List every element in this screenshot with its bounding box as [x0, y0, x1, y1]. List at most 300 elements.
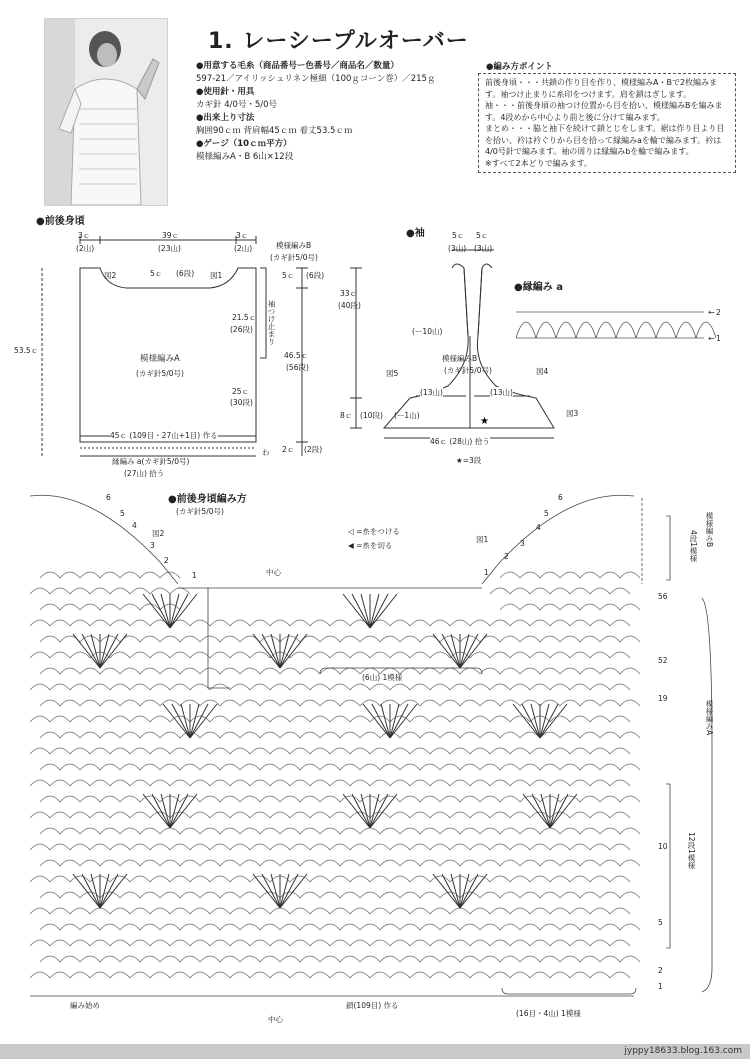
- right-mid-rows: (56段): [286, 363, 309, 372]
- row-right-2: 2: [504, 552, 509, 561]
- chain-arc: [410, 652, 430, 658]
- chain-arc: [410, 876, 430, 882]
- row-left-5: 5: [120, 509, 125, 518]
- chain-arc: [410, 844, 430, 850]
- chain-arc: [200, 956, 220, 962]
- chain-arc: [160, 700, 180, 706]
- fan-stitch: [152, 794, 170, 828]
- fan-stitch: [522, 704, 540, 738]
- chain-arc: [160, 668, 180, 674]
- chain-arc: [320, 956, 340, 962]
- chain-arc: [60, 700, 80, 706]
- chain-arc: [520, 860, 540, 866]
- chain-arc: [450, 972, 470, 978]
- chain-arc: [40, 668, 60, 674]
- chain-arc: [490, 940, 510, 946]
- chain-arc: [200, 860, 220, 866]
- chain-arc: [80, 732, 100, 738]
- chain-arc: [600, 700, 620, 706]
- chain-arc: [220, 636, 240, 642]
- chain-arc: [360, 764, 380, 770]
- chain-arc: [290, 940, 310, 946]
- fan-stitch: [550, 794, 568, 828]
- chain-arc: [300, 668, 320, 674]
- tools-heading: ●使用針・用具: [196, 87, 255, 97]
- chain-arc: [460, 668, 480, 674]
- fan-stitch: [280, 874, 298, 908]
- chain-arc: [600, 636, 620, 642]
- chain-arc: [440, 860, 460, 866]
- sleeve-top-b-n: (3山): [474, 244, 493, 253]
- chain-arc: [190, 940, 210, 946]
- chain-arc: [70, 972, 90, 978]
- fan-stitch: [170, 794, 188, 828]
- chain-arc: [130, 972, 150, 978]
- chain-arc: [560, 860, 580, 866]
- chain-arc: [90, 588, 110, 594]
- chain-arc: [110, 844, 130, 850]
- chain-arc: [450, 780, 470, 786]
- chain-arc: [510, 876, 530, 882]
- chain-arc: [180, 924, 200, 930]
- chain-arc: [250, 844, 270, 850]
- chain-arc: [290, 844, 310, 850]
- chain-arc: [130, 908, 150, 914]
- chain-arc: [310, 748, 330, 754]
- row-left-3: 3: [150, 541, 155, 550]
- chain-arc: [60, 668, 80, 674]
- chain-arc: [250, 716, 270, 722]
- dim-top-right-n: (2山): [234, 244, 253, 253]
- chain-arc: [570, 716, 590, 722]
- chain-arc: [430, 684, 450, 690]
- chain-arc: [60, 732, 80, 738]
- chain-arc: [410, 748, 430, 754]
- chain-arc: [70, 748, 90, 754]
- chain-arc: [590, 908, 610, 914]
- chain-arc: [220, 892, 240, 898]
- chain-arc: [480, 924, 500, 930]
- chain-arc: [510, 588, 530, 594]
- chain-arc: [600, 764, 620, 770]
- chain-arc: [550, 684, 570, 690]
- chain-arc: [470, 620, 490, 626]
- chain-arc: [110, 716, 130, 722]
- chain-arc: [310, 652, 330, 658]
- chain-arc: [580, 796, 600, 802]
- chain-arc: [550, 748, 570, 754]
- chain-arc: [620, 860, 640, 866]
- chain-arc: [580, 892, 600, 898]
- chain-arc: [340, 892, 360, 898]
- chain-arc: [270, 812, 290, 818]
- chain-arc: [380, 860, 400, 866]
- sleeve-fig5: 図5: [386, 369, 399, 378]
- chain-arc: [420, 924, 440, 930]
- chain-arc: [410, 780, 430, 786]
- chain-arc: [400, 956, 420, 962]
- chain-arc: [70, 876, 90, 882]
- chain-arc: [60, 892, 80, 898]
- chain-arc: [610, 876, 630, 882]
- chain-arc: [480, 956, 500, 962]
- chain-arc: [490, 844, 510, 850]
- chain-arc: [140, 604, 160, 610]
- row-right-6: 6: [558, 493, 563, 502]
- chain-arc: [160, 572, 180, 578]
- chain-arc: [330, 812, 350, 818]
- chain-arc: [570, 812, 590, 818]
- sleeve-star: ★=3段: [456, 456, 482, 465]
- chain-arc: [560, 668, 580, 674]
- chain-arc: [560, 924, 580, 930]
- chain-arc: [420, 764, 440, 770]
- chain-arc: [260, 828, 280, 834]
- chain-arc: [610, 652, 630, 658]
- edging-row1: 1: [716, 334, 721, 343]
- row-19: 19: [658, 694, 668, 703]
- chain-arc: [90, 812, 110, 818]
- chain-arc: [250, 780, 270, 786]
- chain-arc: [380, 636, 400, 642]
- chain-arc: [390, 876, 410, 882]
- chain-arc: [210, 620, 230, 626]
- chain-arc: [570, 684, 590, 690]
- chain-arc: [370, 652, 390, 658]
- chain-arc: [190, 748, 210, 754]
- chain-arc: [520, 604, 540, 610]
- chain-arc: [590, 684, 610, 690]
- chain-arc: [60, 572, 80, 578]
- fan-stitch: [352, 794, 370, 828]
- chart-fig2: 図2: [152, 529, 165, 538]
- chain-arc: [240, 924, 260, 930]
- chain-arc: [600, 860, 620, 866]
- chain-arc: [30, 620, 50, 626]
- chain-arc: [340, 956, 360, 962]
- chain-arc: [360, 828, 380, 834]
- chain-arc: [310, 780, 330, 786]
- chain-arc: [270, 684, 290, 690]
- fan-stitch: [170, 594, 188, 628]
- chain-arc: [110, 780, 130, 786]
- repeat-bottom: (16目・4山) 1模様: [516, 1009, 581, 1018]
- chain-arc: [450, 684, 470, 690]
- chain-arc: [590, 844, 610, 850]
- model-photo-drawing: [45, 19, 167, 205]
- chain-arc: [90, 684, 110, 690]
- chain-arc: [410, 908, 430, 914]
- chain-arc: [210, 844, 230, 850]
- chain-arc: [300, 860, 320, 866]
- chart-hook: (カギ針5/0号): [176, 507, 224, 516]
- points-box: [478, 73, 736, 173]
- chain-arc: [200, 668, 220, 674]
- chain-arc: [470, 908, 490, 914]
- chain-arc: [620, 732, 640, 738]
- chain-arc: [280, 924, 300, 930]
- chain-arc: [320, 796, 340, 802]
- chain-arc: [40, 924, 60, 930]
- chain-arc: [300, 956, 320, 962]
- chain-arc: [300, 700, 320, 706]
- chain-arc: [310, 620, 330, 626]
- chain-arc: [220, 956, 240, 962]
- chain-arc: [140, 668, 160, 674]
- chain-arc: [500, 636, 520, 642]
- chain-arc: [480, 828, 500, 834]
- chain-arc: [620, 700, 640, 706]
- sleeve-height: 33ｃ: [340, 289, 358, 298]
- total-height: 53.5ｃ: [14, 346, 39, 355]
- chain-arc: [430, 620, 450, 626]
- chain-arc: [260, 668, 280, 674]
- chain-arc: [350, 780, 370, 786]
- chain-arc: [390, 780, 410, 786]
- chain-arc: [150, 588, 170, 594]
- chain-arc: [280, 668, 300, 674]
- chain-arc: [430, 940, 450, 946]
- chain-arc: [400, 668, 420, 674]
- chain-arc: [380, 956, 400, 962]
- chain-arc: [620, 668, 640, 674]
- chain-arc: [140, 636, 160, 642]
- chain-arc: [50, 620, 70, 626]
- chain-arc: [400, 764, 420, 770]
- row-right-5: 5: [544, 509, 549, 518]
- chain-arc: [290, 972, 310, 978]
- chain-arc: [350, 908, 370, 914]
- chain-arc: [140, 572, 160, 578]
- sleeve-height-rows: (40段): [338, 301, 361, 310]
- fan-stitch: [460, 874, 478, 908]
- row-right-4: 4: [536, 523, 541, 532]
- chain-arc: [200, 732, 220, 738]
- chain-arc: [400, 828, 420, 834]
- chain-arc: [250, 652, 270, 658]
- fan-stitch: [372, 704, 390, 738]
- chain-arc: [400, 860, 420, 866]
- chain-arc: [500, 572, 520, 578]
- chain-arc: [130, 940, 150, 946]
- chain-arc: [30, 748, 50, 754]
- chain-arc: [440, 796, 460, 802]
- chain-arc: [510, 844, 530, 850]
- chain-arc: [60, 828, 80, 834]
- fan-stitch: [442, 874, 460, 908]
- chain-arc: [220, 764, 240, 770]
- edging-arc: [516, 322, 536, 338]
- chain-arc: [500, 860, 520, 866]
- chain-arc: [510, 972, 530, 978]
- chain-arc: [120, 604, 140, 610]
- chain-arc: [300, 828, 320, 834]
- chain-arc: [620, 892, 640, 898]
- chain-arc: [160, 828, 180, 834]
- chain-arc: [400, 892, 420, 898]
- chain-arc: [40, 700, 60, 706]
- chain-arc: [100, 700, 120, 706]
- chain-arc: [190, 876, 210, 882]
- chain-arc: [450, 812, 470, 818]
- chain-arc: [500, 700, 520, 706]
- gauge-text: 模様編みA・B 6山×12段: [196, 152, 294, 162]
- dim-top-left-n: (2山): [76, 244, 95, 253]
- chain-arc: [540, 892, 560, 898]
- chain-arc: [300, 924, 320, 930]
- fan-stitch: [82, 874, 100, 908]
- chain-arc: [580, 764, 600, 770]
- right-top-rows: (6段): [306, 271, 325, 280]
- chain-arc: [440, 700, 460, 706]
- sleeve-fig3: 図3: [566, 409, 579, 418]
- chain-arc: [210, 876, 230, 882]
- chain-arc: [90, 908, 110, 914]
- pattern-a-label: 模様編みA: [140, 354, 180, 364]
- chain-arc: [40, 636, 60, 642]
- side-upper-rows: (26段): [230, 325, 253, 334]
- chain-arc: [610, 908, 630, 914]
- chain-arc: [390, 908, 410, 914]
- sleeve-decrease: (ー1山): [394, 411, 420, 420]
- chain-arc: [70, 780, 90, 786]
- fig1-label: 図1: [210, 271, 223, 280]
- neck-rows: (6段): [176, 269, 195, 278]
- pattern-a-hook: (カギ針5/0号): [136, 369, 184, 378]
- chain-arc: [250, 748, 270, 754]
- chain-arc: [500, 956, 520, 962]
- points-line: 袖・・・前後身頃の袖つけ位置から目を拾い、模様編みBを編みます。4段めから中心より前と後に分けて編みます。: [485, 101, 723, 122]
- chain-arc: [360, 668, 380, 674]
- chain-arc: [550, 940, 570, 946]
- chain-arc: [420, 892, 440, 898]
- chain-arc: [330, 780, 350, 786]
- chain-arc: [200, 764, 220, 770]
- sleeve-bottom: 46ｃ (28山) 拾う: [430, 437, 490, 446]
- chain-arc: [100, 924, 120, 930]
- chain-arc: [190, 780, 210, 786]
- chain-arc: [590, 716, 610, 722]
- pattern-b-hook: (カギ針5/0号): [270, 253, 318, 262]
- chain-arc: [540, 924, 560, 930]
- row-left-2: 2: [164, 556, 169, 565]
- chain-arc: [190, 684, 210, 690]
- side-lower: 25ｃ: [232, 387, 250, 396]
- dim-top-left: 3ｃ: [78, 231, 91, 240]
- chain-arc: [270, 908, 290, 914]
- chain-arc: [120, 796, 140, 802]
- chain-arc: [90, 716, 110, 722]
- chain-arc: [380, 764, 400, 770]
- chain-arc: [220, 732, 240, 738]
- chain-arc: [40, 956, 60, 962]
- chain-arc: [470, 716, 490, 722]
- chain-arc: [450, 620, 470, 626]
- chain-arc: [610, 844, 630, 850]
- chain-arc: [610, 620, 630, 626]
- chain-arc: [500, 796, 520, 802]
- chain-arc: [170, 780, 190, 786]
- right-mid-dim: 46.5ｃ: [284, 351, 309, 360]
- chain-arc: [420, 860, 440, 866]
- edging-heading: ●縁編み a: [514, 282, 563, 293]
- chain-arc: [90, 748, 110, 754]
- chain-arc: [440, 732, 460, 738]
- chain-arc: [470, 940, 490, 946]
- chain-arc: [370, 780, 390, 786]
- chain-arc: [70, 652, 90, 658]
- chain-arc: [260, 732, 280, 738]
- chain-arc: [550, 972, 570, 978]
- chain-arc: [490, 908, 510, 914]
- chain-arc: [190, 972, 210, 978]
- chain-arc: [50, 684, 70, 690]
- chain-arc: [320, 636, 340, 642]
- chain-arc: [530, 780, 550, 786]
- chain-arc: [40, 828, 60, 834]
- chain-arc: [520, 764, 540, 770]
- chain-arc: [500, 668, 520, 674]
- chain-arc: [170, 748, 190, 754]
- chain-arc: [470, 652, 490, 658]
- chain-arc: [610, 716, 630, 722]
- chain-arc: [530, 876, 550, 882]
- chain-arc: [430, 780, 450, 786]
- chain-arc: [560, 732, 580, 738]
- chain-arc: [540, 636, 560, 642]
- chain-arc: [230, 620, 250, 626]
- chain-arc: [480, 668, 500, 674]
- chain-arc: [600, 732, 620, 738]
- points-line: まとめ・・・脇と袖下を続けて鎖とじをします。裾は作り目より目を拾い、衿は衿ぐりから目を拾って縁編みaを輪で編みます。衿は4/0号針で編みます。袖の周りは縁編みbを輪で編みます。: [485, 124, 725, 156]
- chain-arc: [470, 780, 490, 786]
- chain-arc: [250, 940, 270, 946]
- sleeve-top-b: 5ｃ: [476, 231, 489, 240]
- chain-arc: [590, 812, 610, 818]
- chain-arc: [170, 844, 190, 850]
- edging-arc: [676, 322, 696, 338]
- chain-arc: [70, 812, 90, 818]
- chain-arc: [180, 668, 200, 674]
- chain-arc: [240, 668, 260, 674]
- chain-arc: [290, 812, 310, 818]
- fan-stitch: [172, 704, 190, 738]
- chain-arc: [80, 668, 100, 674]
- chain-arc: [240, 956, 260, 962]
- chain-arc: [410, 684, 430, 690]
- chain-arc: [140, 924, 160, 930]
- chain-arc: [620, 956, 640, 962]
- chain-arc: [310, 972, 330, 978]
- fan-stitch: [370, 594, 388, 628]
- chain-arc: [140, 956, 160, 962]
- chain-arc: [480, 732, 500, 738]
- chain-arc: [40, 796, 60, 802]
- chain-arc: [270, 716, 290, 722]
- chain-arc: [130, 876, 150, 882]
- chain-arc: [200, 828, 220, 834]
- chain-arc: [300, 764, 320, 770]
- chain-arc: [320, 924, 340, 930]
- chain-arc: [620, 796, 640, 802]
- chain-arc: [180, 956, 200, 962]
- chain-arc: [340, 860, 360, 866]
- chain-arc: [510, 652, 530, 658]
- chain-arc: [230, 780, 250, 786]
- chain-arc: [230, 652, 250, 658]
- chain-arc: [560, 700, 580, 706]
- chain-arc: [250, 684, 270, 690]
